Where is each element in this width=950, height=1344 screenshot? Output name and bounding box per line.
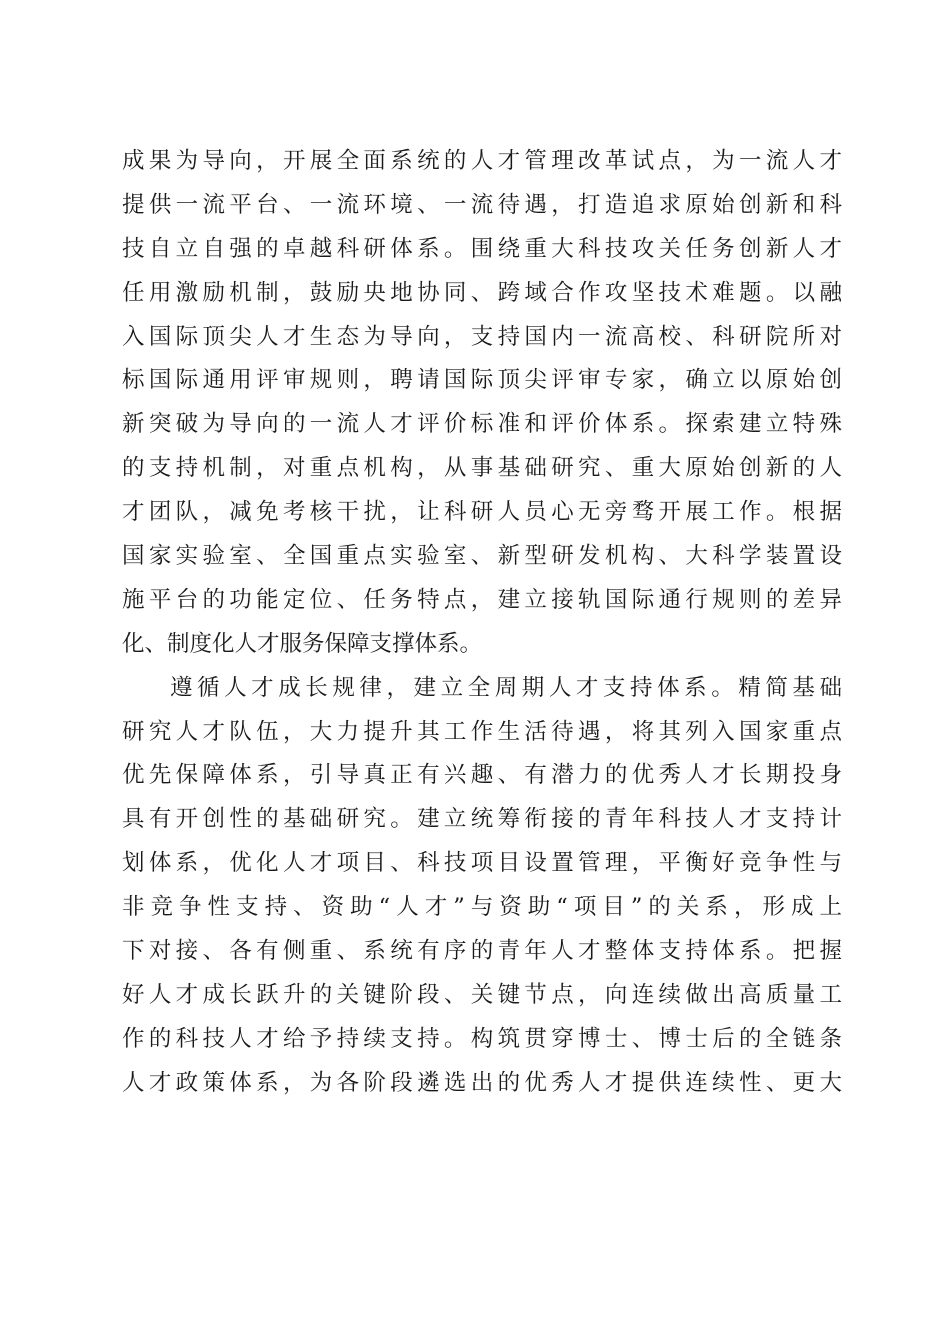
text-line: 优先保障体系，引导真正有兴趣、有潜力的优秀人才长期投身 — [122, 762, 842, 789]
text-line: 提供一流平台、一流环境、一流待遇，打造追求原始创新和科 — [122, 191, 842, 218]
text-line: 才团队，减免考核干扰，让科研人员心无旁骛开展工作。根据 — [122, 499, 842, 526]
text-line: 作的科技人才给予持续支持。构筑贯穿博士、博士后的全链条 — [122, 1025, 842, 1052]
text-line: 任用激励机制，鼓励央地协同、跨域合作攻坚技术难题。以融 — [122, 279, 842, 306]
text-line: 下对接、各有侧重、系统有序的青年人才整体支持体系。把握 — [122, 938, 842, 965]
paragraph-start-line: 遵循人才成长规律，建立全周期人才支持体系。精简基础 — [170, 674, 842, 701]
paragraph-end-line: 化、制度化人才服务保障支撑体系。 — [122, 630, 483, 657]
text-line: 施平台的功能定位、任务特点，建立接轨国际通行规则的差异 — [122, 586, 842, 613]
text-line: 国家实验室、全国重点实验室、新型研发机构、大科学装置设 — [122, 543, 842, 570]
text-line: 入国际顶尖人才生态为导向，支持国内一流高校、科研院所对 — [122, 323, 842, 350]
text-line: 新突破为导向的一流人才评价标准和评价体系。探索建立特殊 — [122, 411, 842, 438]
text-line: 划体系，优化人才项目、科技项目设置管理，平衡好竞争性与 — [122, 850, 842, 877]
text-line: 具有开创性的基础研究。建立统筹衔接的青年科技人才支持计 — [122, 806, 842, 833]
text-line: 成果为导向，开展全面系统的人才管理改革试点，为一流人才 — [122, 148, 842, 174]
text-line: 标国际通用评审规则，聘请国际顶尖评审专家，确立以原始创 — [122, 367, 842, 394]
body-text — [122, 140, 842, 1106]
text-line: 非竞争性支持、资助“人才”与资助“项目”的关系，形成上 — [122, 894, 842, 921]
text-line: 技自立自强的卓越科研体系。围绕重大科技攻关任务创新人才 — [122, 235, 842, 262]
text-line: 好人才成长跃升的关键阶段、关键节点，向连续做出高质量工 — [122, 981, 842, 1008]
text-line: 的支持机制，对重点机构，从事基础研究、重大原始创新的人 — [122, 455, 842, 482]
text-line: 人才政策体系，为各阶段遴选出的优秀人才提供连续性、更大 — [122, 1069, 842, 1096]
text-line: 研究人才队伍，大力提升其工作生活待遇，将其列入国家重点 — [122, 718, 842, 745]
